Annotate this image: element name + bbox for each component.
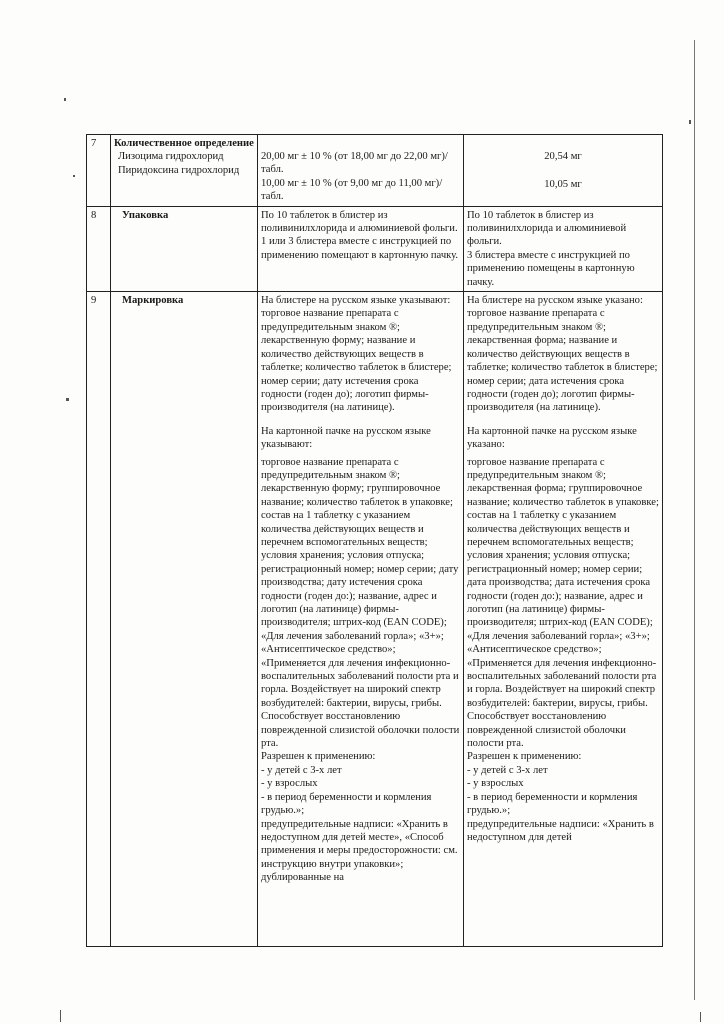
- spec-value: 20,00 мг ± 10 % (от 18,00 мг до 22,00 мг)/табл.: [261, 151, 448, 176]
- row-number: 7: [87, 135, 111, 207]
- result-line: - у детей с 3-х лет: [467, 764, 548, 776]
- spec-paragraph: 1 или 3 блистера вместе с инструкцией по применению помещают в картонную пачку.: [261, 236, 459, 261]
- scan-speck: [689, 120, 691, 124]
- parameter-title: Упаковка: [122, 209, 169, 221]
- table-row-7: [87, 135, 663, 207]
- spec-paragraph: торговое название препарата с предупредительным знаком ®; лекарственную форму; группировочное название; количество таблеток в упаковке; состав на 1 таблетку с указанием количества действующих веществ и перечнем вспомогательных веществ; условия хранения; условия отпуска; регистрационный номер; номер серии; дату производства; дату истечения срока годности (годен до:); название, адрес и логотип (на латинице) фирмы-производителя; штрих-код (EAN CODE); «Для лечения заболеваний горла»; «3+»; «Антисептическое средство»; «Применяется для лечения инфекционно-воспалительных заболеваний полости рта и горла. Воздействует на широкий спектр возбудителей: бактерии, вирусы, грибы.: [261, 456, 459, 709]
- result-line: предупредительные надписи: «Хранить в недоступном для детей: [467, 818, 654, 843]
- result-paragraph: торговое название препарата с предупредительным знаком ®; лекарственная форма; группировочное название; количество таблеток в упаковке; состав на 1 таблетку с указанием количества действующих веществ и перечнем вспомогательных веществ; условия хранения; условия отпуска; регистрационный номер; номер серии; дата производства; дата истечения срока годности (годен до:); название, адрес и логотип (на латинице) фирмы-производителя; штрих-код (EAN CODE); «Для лечения заболеваний горла»; «3+»; «Антисептическое средство»; «Применяется для лечения инфекционно-воспалительных заболеваний полости рта и горла. Воздействует на широкий спектр возбудителей: бактерии, вирусы, грибы.: [467, 456, 659, 709]
- parameter-cell: [111, 135, 258, 207]
- spec-value: 10,00 мг ± 10 % (от 9,00 мг до 11,00 мг)/табл.: [261, 177, 443, 203]
- specification-cell: [258, 292, 464, 947]
- parameter-title: Количественное определение: [114, 138, 254, 149]
- parameter-title: Маркировка: [122, 295, 184, 307]
- table-row-8: [87, 206, 663, 291]
- spec-line: Способствует восстановлению поврежденной слизистой оболочки полости рта.: [261, 711, 460, 750]
- result-heading: На картонной пачке на русском языке указано:: [467, 425, 637, 451]
- spec-heading: На блистере на русском языке указывают:: [261, 295, 451, 307]
- result-paragraph: 3 блистера вместе с инструкцией по применению помещены в картонную пачку.: [467, 249, 635, 288]
- specification-table: [86, 134, 663, 947]
- scan-speck: [64, 98, 66, 101]
- table-row-9: [87, 292, 663, 947]
- row-number: 8: [87, 206, 111, 291]
- result-paragraph: По 10 таблеток в блистер из поливинилхлорида и алюминиевой фольги.: [467, 209, 627, 248]
- scan-edge-line: [694, 40, 695, 1000]
- result-heading: На блистере на русском языке указано:: [467, 295, 643, 307]
- result-line: - в период беременности и кормления грудью.»;: [467, 791, 638, 817]
- parameter-sub: Пиридоксина гидрохлорид: [118, 164, 240, 176]
- result-value: 10,05 мг: [544, 179, 582, 191]
- result-cell: [464, 135, 663, 207]
- result-line: Способствует восстановлению поврежденной слизистой оболочки полости рта.: [467, 711, 626, 750]
- scan-speck: [73, 175, 75, 177]
- specification-cell: [258, 206, 464, 291]
- result-cell: [464, 292, 663, 947]
- spec-line: Разрешен к применению:: [261, 751, 376, 763]
- parameter-sub: Лизоцима гидрохлорид: [118, 151, 224, 163]
- result-line: Разрешен к применению:: [467, 751, 582, 763]
- row-number: 9: [87, 292, 111, 947]
- parameter-cell: [111, 206, 258, 291]
- specification-cell: [258, 135, 464, 207]
- spec-line: - в период беременности и кормления грудью.»;: [261, 791, 432, 817]
- result-value: 20,54 мг: [544, 151, 582, 162]
- spec-paragraph: По 10 таблеток в блистер из поливинилхлорида и алюминиевой фольги.: [261, 209, 458, 235]
- spec-heading: На картонной пачке на русском языке указывают:: [261, 425, 431, 451]
- result-line: - у взрослых: [467, 778, 524, 790]
- spec-line: - у взрослых: [261, 778, 318, 790]
- result-cell: [464, 206, 663, 291]
- spec-line: - у детей с 3-х лет: [261, 764, 342, 776]
- scan-speck: [66, 398, 69, 401]
- result-paragraph: торговое название препарата с предупредительным знаком ®; лекарственная форма; название и количество действующих веществ в таблетке; количество таблеток в блистере; номер серии; дата истечения срока годности (годен до); логотип фирмы-производителя (на латинице).: [467, 308, 658, 414]
- spec-paragraph: торговое название препарата с предупредительным знаком ®; лекарственную форму; название и количество действующих веществ в таблетке; количество таблеток в блистере; номер серии; дату истечения срока годности (годен до); логотип фирмы-производителя (на латинице).: [261, 308, 452, 414]
- scan-speck: [60, 1010, 61, 1022]
- spec-line: предупредительные надписи: «Хранить в недоступном для детей месте», «Способ применения и меры предосторожности: см. инструкцию внутри упаковки»; дублированные на: [261, 818, 458, 884]
- parameter-cell: [111, 292, 258, 947]
- scan-speck: [700, 1012, 701, 1022]
